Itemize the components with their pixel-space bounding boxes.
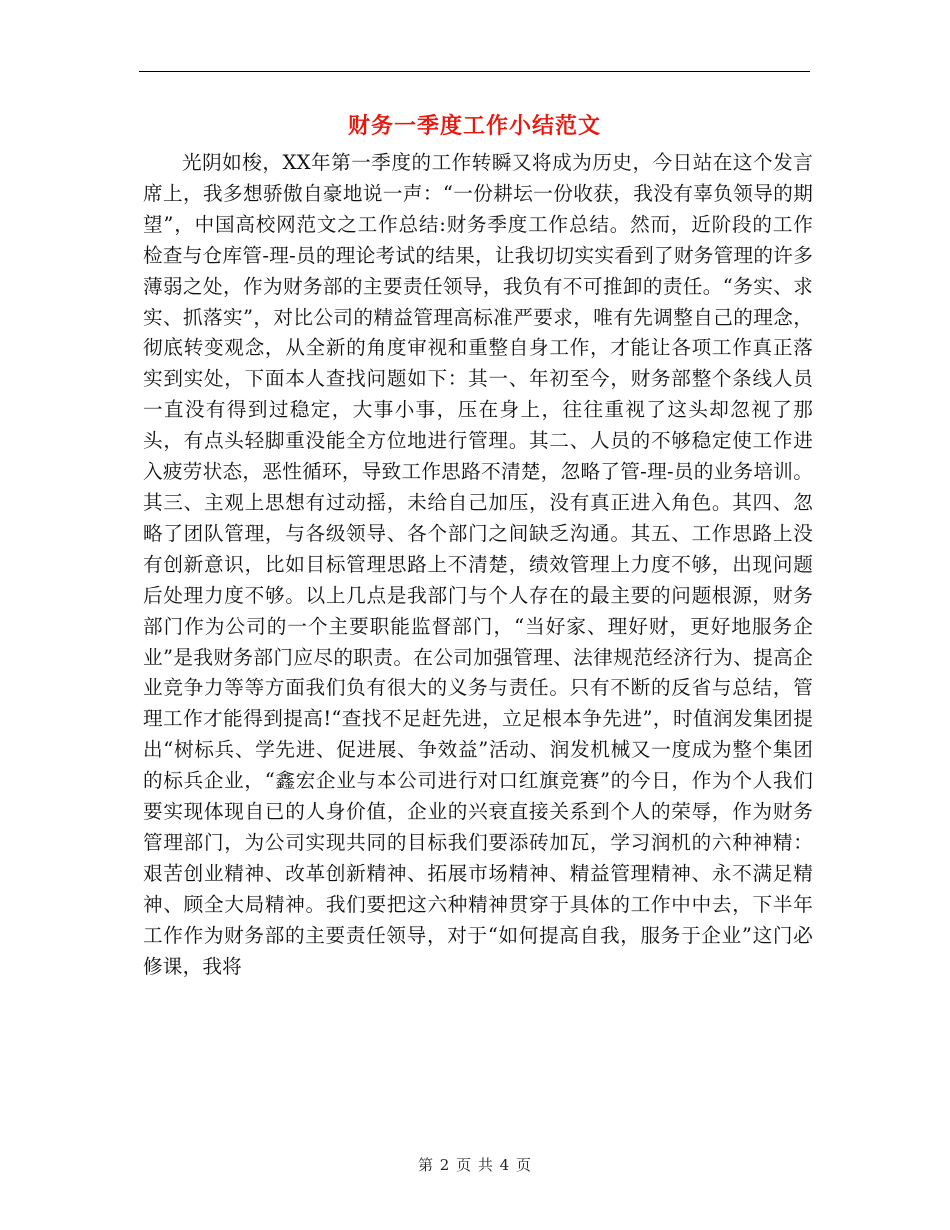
header-rule: [139, 71, 810, 72]
body-paragraph: 光阴如梭，XX年第一季度的工作转瞬又将成为历史，今日站在这个发言席上，我多想骄傲自豪地说一声：“一份耕坛一份收获，我没有辜负领导的期望”，中国高校网范文之工作总结:财务季度工作总结。然而，近阶段的工作检查与仓库管-理-员的理论考试的结果，让我切切实实看到了财务管理的许多薄弱之处，作为财务部的主要责任领导，我负有不可推卸的责任。“务实、求实、抓落实”，对比公司的精益管理高标准严要求，唯有先调整自己的理念，彻底转变观念，从全新的角度审视和重整自身工作，才能让各项工作真正落实到实处，下面本人查找问题如下：其一、年初至今，财务部整个条线人员一直没有得到过稳定，大事小事，压在身上，往往重视了这头却忽视了那头，有点头轻脚重没能全方位地进行管理。其二、人员的不够稳定使工作进入疲劳状态，恶性循环，导致工作思路不清楚，忽略了管-理-员的业务培训。其三、主观上思想有过动摇，未给自己加压，没有真正进入角色。其四、忽略了团队管理，与各级领导、各个部门之间缺乏沟通。其五、工作思路上没有创新意识，比如目标管理思路上不清楚，绩效管理上力度不够，出现问题后处理力度不够。以上几点是我部门与个人存在的最主要的问题根源，财务部门作为公司的一个主要职能监督部门，“当好家、理好财，更好地服务企业”是我财务部门应尽的职责。在公司加强管理、法律规范经济行为、提高企业竞争力等等方面我们负有很大的义务与责任。只有不断的反省与总结，管理工作才能得到提高!“查找不足赶先进，立足根本争先进”，时值润发集团提出“树标兵、学先进、促进展、争效益”活动、润发机械又一度成为整个集团的标兵企业，“鑫宏企业与本公司进行对口红旗竞赛”的今日，作为个人我们要实现体现自已的人身价值，企业的兴衰直接关系到个人的荣辱，作为财务管理部门，为公司实现共同的目标我们要添砖加瓦，学习润机的六种神精：艰苦创业精神、改革创新精神、拓展市场精神、精益管理精神、永不满足精神、顾全大局精神。我们要把这六种精神贯穿于具体的工作中中去，下半年工作作为财务部的主要责任领导，对于“如何提高自我，服务于企业”这门必修课，我将: [143, 151, 813, 978]
document-title: 财务一季度工作小结范文: [347, 113, 601, 139]
page-number-footer: 第 2 页 共 4 页: [418, 1156, 532, 1174]
